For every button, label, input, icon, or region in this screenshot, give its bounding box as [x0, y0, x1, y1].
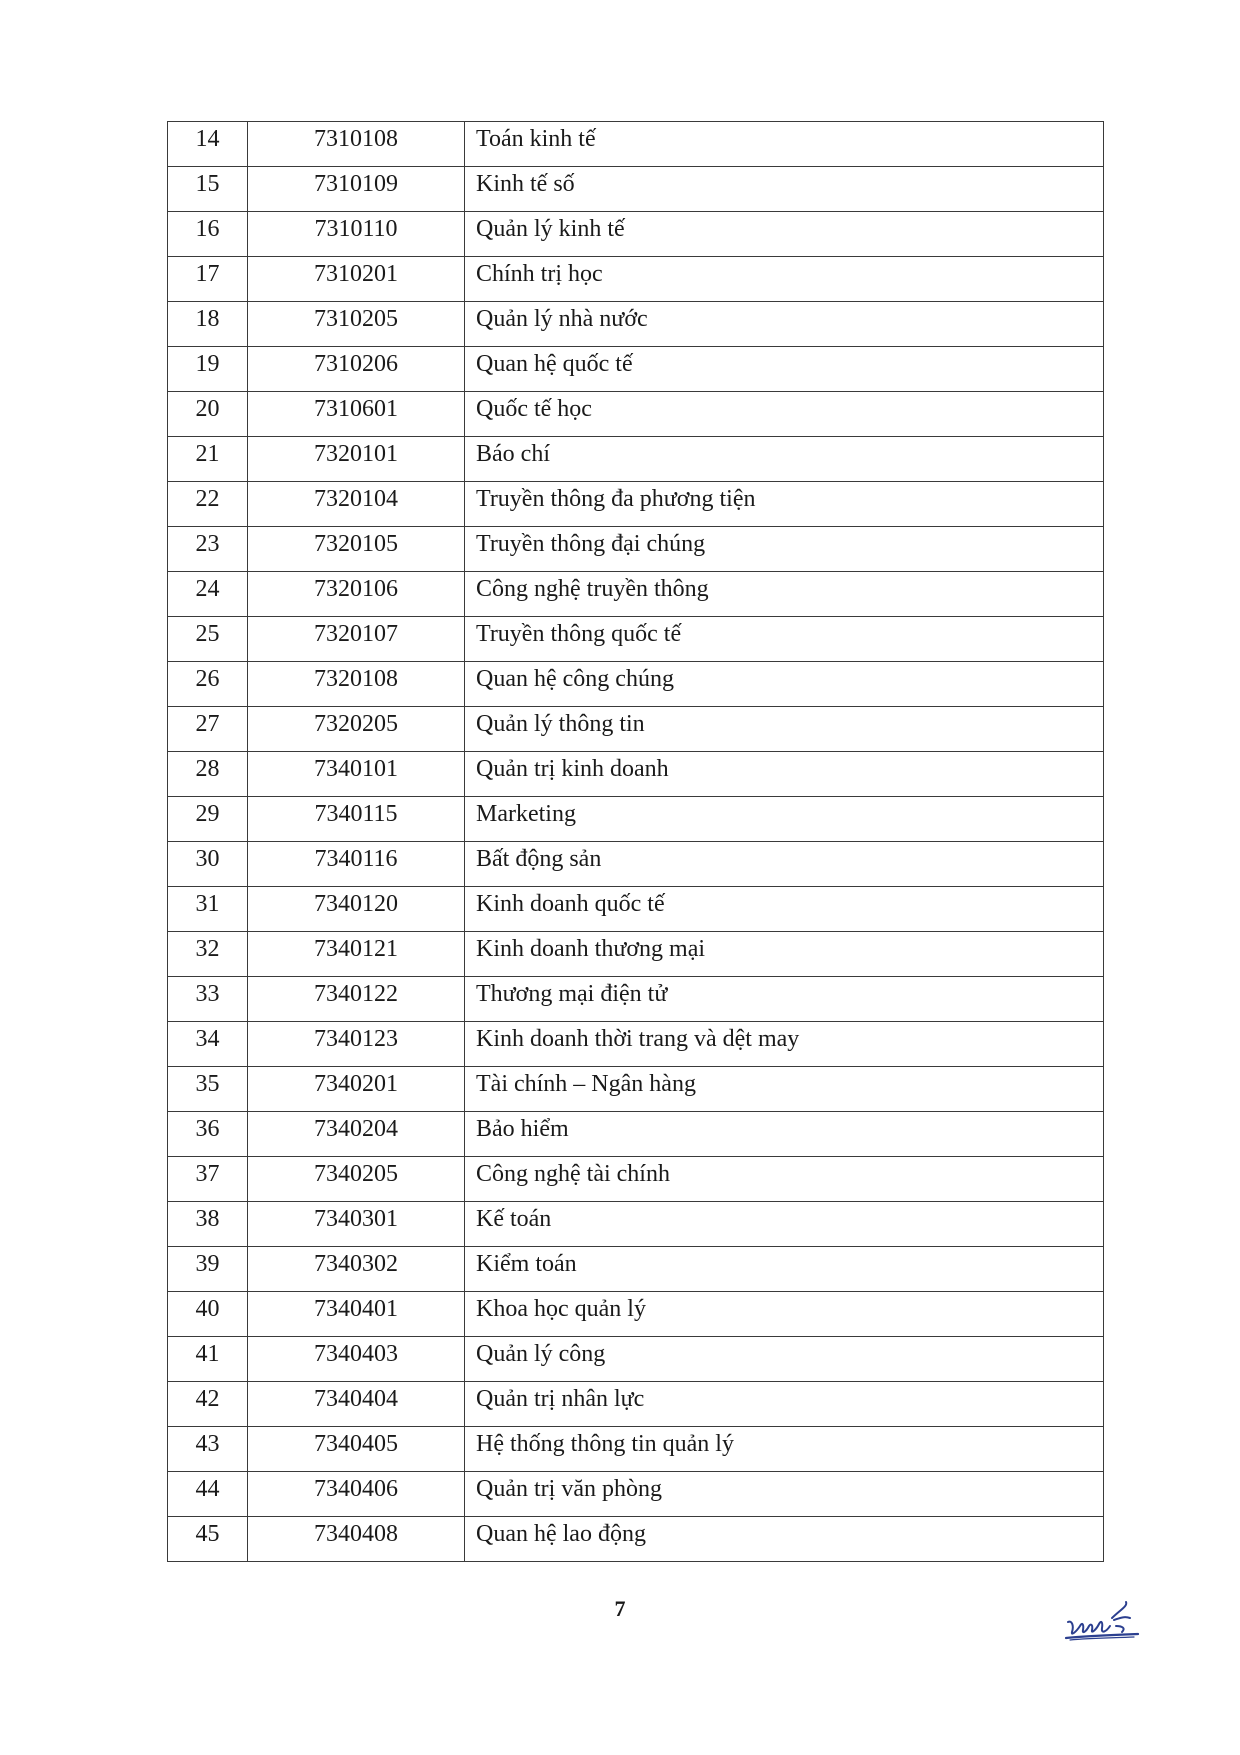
row-code-cell — [248, 707, 465, 752]
row-stt: 38 — [195, 1206, 220, 1232]
row-stt-cell — [168, 167, 248, 212]
majors-table-body — [168, 122, 1104, 1562]
row-name-cell — [465, 1337, 1104, 1382]
row-name: Tài chính – Ngân hàng — [476, 1071, 696, 1097]
row-code-cell — [248, 617, 465, 662]
row-code-cell — [248, 1517, 465, 1562]
row-stt-cell — [168, 527, 248, 572]
row-stt-cell — [168, 1202, 248, 1247]
row-stt-cell — [168, 1292, 248, 1337]
table-row — [168, 347, 1104, 392]
row-code-cell — [248, 842, 465, 887]
row-stt: 16 — [195, 216, 220, 242]
table-row — [168, 617, 1104, 662]
row-name-cell — [465, 1112, 1104, 1157]
row-stt-cell — [168, 257, 248, 302]
signature-icon — [1062, 1596, 1140, 1644]
row-name: Quan hệ lao động — [476, 1521, 646, 1547]
row-stt: 44 — [195, 1476, 220, 1502]
table-row — [168, 572, 1104, 617]
row-code-cell — [248, 887, 465, 932]
table-row — [168, 392, 1104, 437]
row-code: 7320104 — [314, 486, 398, 512]
row-name-cell — [465, 572, 1104, 617]
table-row — [168, 1022, 1104, 1067]
row-name-cell — [465, 1067, 1104, 1112]
table-row — [168, 167, 1104, 212]
row-code: 7340115 — [314, 801, 398, 827]
row-stt: 31 — [195, 891, 220, 917]
row-name-cell — [465, 932, 1104, 977]
table-row — [168, 1202, 1104, 1247]
row-stt: 35 — [195, 1071, 220, 1097]
row-stt: 15 — [195, 171, 220, 197]
row-name: Công nghệ truyền thông — [476, 576, 709, 602]
row-name-cell — [465, 347, 1104, 392]
row-stt-cell — [168, 1112, 248, 1157]
table-row — [168, 1382, 1104, 1427]
row-name-cell — [465, 212, 1104, 257]
table-row — [168, 212, 1104, 257]
row-stt: 40 — [195, 1296, 220, 1322]
row-name-cell — [465, 707, 1104, 752]
row-stt: 36 — [195, 1116, 220, 1142]
row-stt: 32 — [195, 936, 220, 962]
row-name-cell — [465, 437, 1104, 482]
row-stt: 42 — [195, 1386, 220, 1412]
row-stt-cell — [168, 977, 248, 1022]
row-code-cell — [248, 1157, 465, 1202]
table-row — [168, 1292, 1104, 1337]
row-code: 7340201 — [314, 1071, 398, 1097]
table-row — [168, 1112, 1104, 1157]
row-stt-cell — [168, 572, 248, 617]
row-name: Hệ thống thông tin quản lý — [476, 1431, 734, 1457]
row-code-cell — [248, 1202, 465, 1247]
row-name: Bảo hiểm — [476, 1116, 569, 1142]
row-stt-cell — [168, 437, 248, 482]
row-stt: 22 — [195, 486, 220, 512]
row-code-cell — [248, 347, 465, 392]
row-stt: 28 — [195, 756, 220, 782]
row-stt-cell — [168, 1427, 248, 1472]
row-name-cell — [465, 887, 1104, 932]
row-name-cell — [465, 752, 1104, 797]
row-name: Quản trị văn phòng — [476, 1476, 662, 1502]
row-name: Thương mại điện tử — [476, 981, 668, 1007]
row-name: Khoa học quản lý — [476, 1296, 646, 1322]
row-name: Kế toán — [476, 1206, 552, 1232]
row-stt-cell — [168, 1067, 248, 1112]
table-row — [168, 257, 1104, 302]
row-name-cell — [465, 1247, 1104, 1292]
row-stt: 20 — [195, 396, 220, 422]
row-code-cell — [248, 797, 465, 842]
row-code: 7320101 — [314, 441, 398, 467]
row-stt-cell — [168, 932, 248, 977]
row-code-cell — [248, 1247, 465, 1292]
row-name: Quản lý nhà nước — [476, 306, 648, 332]
row-stt: 26 — [195, 666, 220, 692]
row-stt: 41 — [195, 1341, 220, 1367]
table-row — [168, 887, 1104, 932]
row-stt-cell — [168, 482, 248, 527]
row-code-cell — [248, 1427, 465, 1472]
table-row — [168, 1427, 1104, 1472]
majors-table — [167, 121, 1104, 1562]
row-name: Quản lý kinh tế — [476, 216, 625, 242]
row-stt-cell — [168, 797, 248, 842]
row-name: Kinh doanh thương mại — [476, 936, 706, 962]
row-name: Kiểm toán — [476, 1251, 577, 1277]
row-code: 7340116 — [314, 846, 398, 872]
row-stt-cell — [168, 1472, 248, 1517]
row-code-cell — [248, 572, 465, 617]
row-code-cell — [248, 1112, 465, 1157]
row-stt-cell — [168, 662, 248, 707]
row-name-cell — [465, 797, 1104, 842]
table-row — [168, 437, 1104, 482]
row-name-cell — [465, 1022, 1104, 1067]
row-stt: 33 — [195, 981, 220, 1007]
row-stt: 45 — [195, 1521, 220, 1547]
row-name: Quản trị nhân lực — [476, 1386, 645, 1412]
row-name: Quan hệ công chúng — [476, 666, 674, 692]
row-stt-cell — [168, 887, 248, 932]
row-name: Bất động sản — [476, 846, 602, 872]
row-code: 7340204 — [314, 1116, 398, 1142]
row-stt: 27 — [195, 711, 220, 737]
row-stt-cell — [168, 122, 248, 167]
table-row — [168, 707, 1104, 752]
row-code: 7310109 — [314, 171, 398, 197]
row-code: 7310601 — [314, 396, 398, 422]
row-name-cell — [465, 1382, 1104, 1427]
row-stt-cell — [168, 1517, 248, 1562]
row-stt-cell — [168, 842, 248, 887]
row-name-cell — [465, 257, 1104, 302]
row-code: 7340101 — [314, 756, 398, 782]
row-name: Marketing — [476, 801, 576, 827]
row-code-cell — [248, 662, 465, 707]
row-stt-cell — [168, 1382, 248, 1427]
row-code-cell — [248, 167, 465, 212]
row-name-cell — [465, 662, 1104, 707]
table-row — [168, 1517, 1104, 1562]
row-name: Quản trị kinh doanh — [476, 756, 669, 782]
table-row — [168, 1472, 1104, 1517]
row-stt-cell — [168, 1247, 248, 1292]
row-name-cell — [465, 1472, 1104, 1517]
row-name-cell — [465, 167, 1104, 212]
row-stt: 19 — [195, 351, 220, 377]
table-row — [168, 302, 1104, 347]
row-code-cell — [248, 1022, 465, 1067]
row-code: 7340301 — [314, 1206, 398, 1232]
row-stt: 23 — [195, 531, 220, 557]
row-name: Quan hệ quốc tế — [476, 351, 633, 377]
row-code: 7320205 — [314, 711, 398, 737]
row-stt: 25 — [195, 621, 220, 647]
row-code: 7340403 — [314, 1341, 398, 1367]
table-row — [168, 122, 1104, 167]
row-stt: 34 — [195, 1026, 220, 1052]
row-code-cell — [248, 437, 465, 482]
table-row — [168, 932, 1104, 977]
row-code-cell — [248, 977, 465, 1022]
table-row — [168, 1247, 1104, 1292]
row-stt-cell — [168, 1157, 248, 1202]
row-code-cell — [248, 1382, 465, 1427]
row-name: Kinh doanh thời trang và dệt may — [476, 1026, 800, 1052]
table-row — [168, 842, 1104, 887]
row-name-cell — [465, 1202, 1104, 1247]
row-code: 7320107 — [314, 621, 398, 647]
row-code: 7340405 — [314, 1431, 398, 1457]
row-stt-cell — [168, 302, 248, 347]
row-code: 7340401 — [314, 1296, 398, 1322]
row-code: 7340123 — [314, 1026, 398, 1052]
row-name: Quản lý công — [476, 1341, 606, 1367]
row-name-cell — [465, 842, 1104, 887]
row-stt-cell — [168, 752, 248, 797]
row-name-cell — [465, 527, 1104, 572]
row-code-cell — [248, 1292, 465, 1337]
row-code-cell — [248, 1337, 465, 1382]
row-name: Kinh doanh quốc tế — [476, 891, 665, 917]
row-code-cell — [248, 1067, 465, 1112]
row-code: 7320105 — [314, 531, 398, 557]
row-name-cell — [465, 617, 1104, 662]
row-code-cell — [248, 1472, 465, 1517]
page-number: 7 — [614, 1596, 626, 1621]
row-code-cell — [248, 482, 465, 527]
row-name: Kinh tế số — [476, 171, 575, 197]
row-name: Báo chí — [476, 441, 550, 467]
row-code-cell — [248, 932, 465, 977]
row-name: Truyền thông đa phương tiện — [476, 486, 756, 512]
row-code-cell — [248, 527, 465, 572]
row-code: 7340302 — [314, 1251, 398, 1277]
row-code-cell — [248, 752, 465, 797]
row-code-cell — [248, 257, 465, 302]
row-name-cell — [465, 482, 1104, 527]
table-row — [168, 662, 1104, 707]
row-stt: 14 — [195, 126, 220, 152]
row-name: Truyền thông đại chúng — [476, 531, 706, 557]
table-row — [168, 1067, 1104, 1112]
row-stt: 18 — [195, 306, 220, 332]
row-code: 7320106 — [314, 576, 398, 602]
row-stt: 17 — [195, 261, 220, 287]
table-row — [168, 797, 1104, 842]
row-name: Truyền thông quốc tế — [476, 621, 682, 647]
row-stt-cell — [168, 392, 248, 437]
row-name-cell — [465, 392, 1104, 437]
row-code-cell — [248, 392, 465, 437]
row-name: Quốc tế học — [476, 396, 592, 422]
row-code: 7320108 — [314, 666, 398, 692]
row-code: 7340120 — [314, 891, 398, 917]
row-code: 7310206 — [314, 351, 398, 377]
table-row — [168, 1157, 1104, 1202]
row-stt-cell — [168, 1022, 248, 1067]
row-code: 7340404 — [314, 1386, 398, 1412]
row-name-cell — [465, 302, 1104, 347]
row-code-cell — [248, 212, 465, 257]
row-stt: 43 — [195, 1431, 220, 1457]
row-stt-cell — [168, 212, 248, 257]
row-stt-cell — [168, 347, 248, 392]
row-code: 7340205 — [314, 1161, 398, 1187]
row-code: 7310205 — [314, 306, 398, 332]
row-stt: 39 — [195, 1251, 220, 1277]
row-name: Quản lý thông tin — [476, 711, 645, 737]
row-name: Công nghệ tài chính — [476, 1161, 670, 1187]
row-code: 7310110 — [314, 216, 398, 242]
row-code: 7340121 — [314, 936, 398, 962]
row-code-cell — [248, 302, 465, 347]
row-code: 7340122 — [314, 981, 398, 1007]
row-stt: 30 — [195, 846, 220, 872]
row-name-cell — [465, 977, 1104, 1022]
row-name-cell — [465, 122, 1104, 167]
row-code-cell — [248, 122, 465, 167]
row-name-cell — [465, 1292, 1104, 1337]
row-stt-cell — [168, 1337, 248, 1382]
row-code: 7310108 — [314, 126, 398, 152]
row-code: 7340408 — [314, 1521, 398, 1547]
row-stt: 21 — [195, 441, 220, 467]
row-name-cell — [465, 1157, 1104, 1202]
row-stt-cell — [168, 707, 248, 752]
row-stt-cell — [168, 617, 248, 662]
table-row — [168, 527, 1104, 572]
row-stt: 24 — [195, 576, 220, 602]
row-name-cell — [465, 1427, 1104, 1472]
row-code: 7340406 — [314, 1476, 398, 1502]
table-row — [168, 1337, 1104, 1382]
table-row — [168, 977, 1104, 1022]
row-name: Toán kinh tế — [476, 126, 596, 152]
row-name: Chính trị học — [476, 261, 603, 287]
row-stt: 29 — [195, 801, 220, 827]
row-name-cell — [465, 1517, 1104, 1562]
row-stt: 37 — [195, 1161, 220, 1187]
table-row — [168, 752, 1104, 797]
row-code: 7310201 — [314, 261, 398, 287]
table-row — [168, 482, 1104, 527]
